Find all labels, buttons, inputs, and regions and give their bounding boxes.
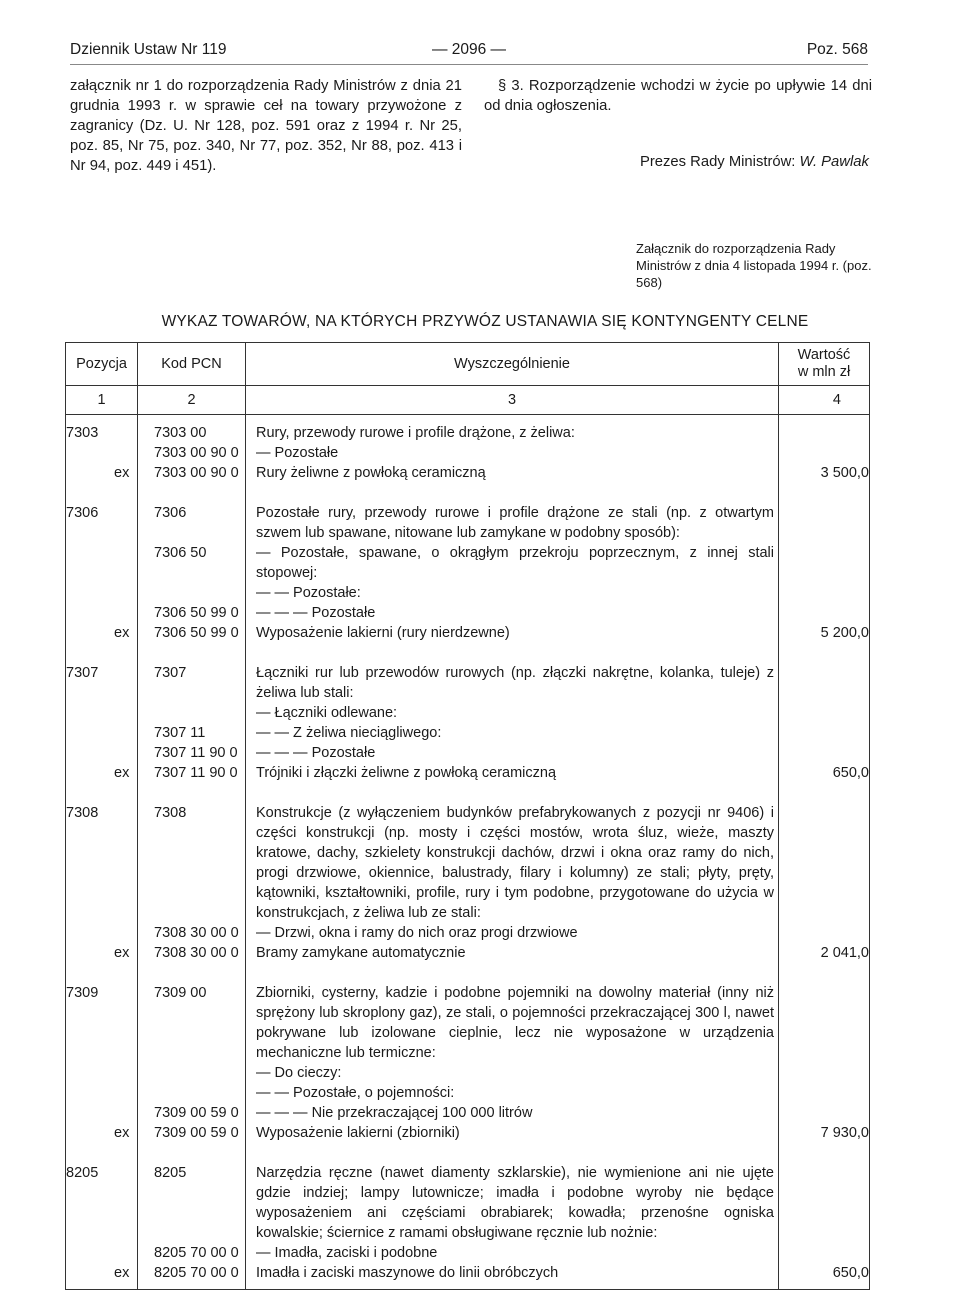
pcn-code-text: 7303 00 90 0 xyxy=(154,445,239,461)
description-text: — — Pozostałe, o pojemności: xyxy=(256,1085,455,1101)
pcn-code xyxy=(138,1243,245,1263)
document-title: WYKAZ TOWARÓW, NA KTÓRYCH PRZYWÓZ USTANAWIA SIĘ KONTYNGENTY CELNE xyxy=(161,313,809,330)
table-row xyxy=(66,795,870,975)
pcn-code xyxy=(138,723,245,743)
code-cell xyxy=(114,795,246,975)
position-cell: 7308 xyxy=(66,795,138,975)
pcn-code xyxy=(138,803,245,923)
description-text: — Pozostałe xyxy=(256,445,339,461)
column-number-row xyxy=(66,386,870,415)
description-cell xyxy=(246,795,779,975)
quota-value: 650,0 xyxy=(832,765,869,781)
description-cell xyxy=(246,1155,779,1290)
intro-paragraph-right xyxy=(484,76,872,116)
description-text: — Pozostałe, spawane, o okrągłym przekroju poprzecznym, z innej stali stopowej: xyxy=(256,545,774,581)
value-cell xyxy=(779,1155,870,1290)
journal-title: Dziennik Ustaw Nr 119 xyxy=(70,41,227,58)
pcn-code: ex 7306 50 99 0 xyxy=(114,625,239,641)
quota-value xyxy=(779,923,869,943)
description-text: Rury, przewody rurowe i profile drążone, z żeliwa: xyxy=(256,425,575,441)
pcn-code-text: 7308 xyxy=(154,805,187,821)
pcn-code xyxy=(138,703,245,723)
description-text: Trójniki i złączki żeliwne z powłoką ceramiczną xyxy=(256,765,557,781)
page-header xyxy=(70,40,868,64)
signature-label: Prezes Rady Ministrów: xyxy=(640,154,796,170)
quota-value: 2 041,0 xyxy=(820,945,869,961)
quota-value xyxy=(779,543,869,583)
description-text: Pozostałe rury, przewody rurowe i profile drążone ze stali (np. z otwartym szwem lub spawane, nitowane lub zamykane w podobny sposób): xyxy=(256,505,774,541)
description-text: Łączniki rur lub przewodów rurowych (np. złączki nakrętne, kolanka, tuleje) z żeliwa lub stali: xyxy=(256,665,774,701)
quota-value xyxy=(779,1083,869,1103)
header-divider xyxy=(70,64,868,65)
quota-value: 5 200,0 xyxy=(820,625,869,641)
quota-value xyxy=(779,1243,869,1263)
quota-value xyxy=(779,703,869,723)
value-cell xyxy=(779,975,870,1155)
pcn-code xyxy=(138,423,245,443)
header-wyszczegolnienie: Wyszczególnienie xyxy=(246,343,779,386)
pcn-code-text: 7309 00 59 0 xyxy=(154,1125,239,1141)
position-cell: 8205 xyxy=(66,1155,138,1290)
value-cell xyxy=(779,415,870,496)
pcn-code-text: 7306 xyxy=(154,505,187,521)
pcn-code xyxy=(138,1083,245,1103)
code-cell xyxy=(114,975,246,1155)
pcn-code-text: 7309 00 xyxy=(154,985,207,1001)
description-text: Rury żeliwne z powłoką ceramiczną xyxy=(256,465,486,481)
pcn-code: ex 7309 00 59 0 xyxy=(114,1125,239,1141)
description-text: Imadła i zaciski maszynowe do linii obróbczych xyxy=(256,1265,559,1281)
description-text: Wyposażenie lakierni (rury nierdzewne) xyxy=(256,625,510,641)
col-number: 2 xyxy=(138,386,246,415)
pcn-code: ex 7308 30 00 0 xyxy=(114,945,239,961)
quota-value: 3 500,0 xyxy=(820,465,869,481)
description-text: — Drzwi, okna i ramy do nich oraz progi drzwiowe xyxy=(256,925,578,941)
pcn-code-text: 7308 30 00 0 xyxy=(154,945,239,961)
signature-name: W. Pawlak xyxy=(799,154,869,170)
description-text: — — Pozostałe: xyxy=(256,585,361,601)
pcn-code xyxy=(138,543,245,583)
pcn-code-text: 7307 xyxy=(154,665,187,681)
position-cell: 7306 xyxy=(66,495,138,655)
description-text: — — — Pozostałe xyxy=(256,745,376,761)
pcn-code-text: 8205 70 00 0 xyxy=(154,1245,239,1261)
quota-value xyxy=(779,503,869,543)
header-wartosc xyxy=(779,343,870,386)
pcn-code-text: 8205 xyxy=(154,1165,187,1181)
description-text: — — — Pozostałe xyxy=(256,605,376,621)
position-number: Poz. 568 xyxy=(806,41,868,58)
page-number: — 2096 — xyxy=(431,41,507,58)
description-text: Wyposażenie lakierni (zbiorniki) xyxy=(256,1125,460,1141)
pcn-code: ex 7307 11 90 0 xyxy=(114,765,238,781)
pcn-code-text: 7306 50 xyxy=(154,545,207,561)
description-cell xyxy=(246,495,779,655)
quota-value xyxy=(779,803,869,923)
description-cell xyxy=(246,975,779,1155)
description-text: — — — Nie przekraczającej 100 000 litrów xyxy=(256,1105,533,1121)
pcn-code-text: 7308 30 00 0 xyxy=(154,925,239,941)
quota-value xyxy=(779,663,869,703)
pcn-code xyxy=(138,443,245,463)
header-wartosc-line1: Wartość xyxy=(797,347,851,363)
pcn-code-text: 7306 50 99 0 xyxy=(154,605,239,621)
pcn-code: ex 7303 00 90 0 xyxy=(114,465,239,481)
pcn-code-text: 7303 00 90 0 xyxy=(154,465,239,481)
description-text: Narzędzia ręczne (nawet diamenty szklarskie), nie wymienione ani nie ujęte gdzie indziej; lampy lutownicze; imadła i podobne wyroby nie będące wyposażeniem ani częściami obrabiarek; kowadła; przenośne ogniska kowalskie; ściernice z ramami obsługiwane ręcznie lub nożnie: xyxy=(256,1165,774,1241)
quota-value xyxy=(779,743,869,763)
description-cell xyxy=(246,655,779,795)
col-number: 3 xyxy=(246,386,779,415)
pcn-code-text: 7307 11 90 0 xyxy=(154,745,238,761)
value-cell xyxy=(779,495,870,655)
pcn-code-text: 7303 00 xyxy=(154,425,207,441)
pcn-code xyxy=(138,583,245,603)
quota-value xyxy=(779,1063,869,1083)
table-row xyxy=(66,495,870,655)
pcn-code xyxy=(138,743,245,763)
pcn-code xyxy=(138,603,245,623)
description-text: Zbiorniki, cysterny, kadzie i podobne pojemniki na dowolny materiał (inny niż sprężony lub skroplony gaz), ze stali, o pojemności przekraczającej 300 l, nawet pokrywane lub izolowane cieplnie, lecz nie wyposażone w urządzenia mechaniczne lub termiczne: xyxy=(256,985,774,1061)
code-cell xyxy=(114,1155,246,1290)
position-cell: 7309 xyxy=(66,975,138,1155)
header-kod: Kod PCN xyxy=(138,343,246,386)
col-number: 4 xyxy=(779,386,870,415)
description-text: — Do cieczy: xyxy=(256,1065,342,1081)
value-cell xyxy=(779,795,870,975)
description-text: — Łączniki odlewane: xyxy=(256,705,398,721)
annex-note: Załącznik do rozporządzenia Rady Ministrów z dnia 4 listopada 1994 r. (poz. 568) xyxy=(636,241,872,290)
pcn-code xyxy=(138,1063,245,1083)
quota-value xyxy=(779,603,869,623)
quota-value: 650,0 xyxy=(832,1265,869,1281)
quota-value xyxy=(779,423,869,443)
table-row xyxy=(66,415,870,496)
signature xyxy=(640,152,869,172)
col-number: 1 xyxy=(66,386,138,415)
table-header-row xyxy=(66,343,870,386)
code-cell xyxy=(114,495,246,655)
code-cell xyxy=(114,415,246,496)
pcn-code-text: 8205 70 00 0 xyxy=(154,1265,239,1281)
pcn-code-text: 7307 11 xyxy=(154,725,206,741)
description-text: Konstrukcje (z wyłączeniem budynków prefabrykowanych z pozycji nr 9406) i części konstrukcji (np. mosty i części mostów, wrota śluz, wieże, maszty kratowe, dachy, szkielety konstrukcji dachów, drzwi i okna oraz ramy do nich, progi drzwiowe, okiennice, balustrady, filary i kolumny) ze stali; płyty, pręty, kątowniki, kształtowniki, profile, rury i tym podobne, przygotowane do użycia w konstrukcjach, z żeliwa lub ze stali: xyxy=(256,805,774,921)
pcn-code xyxy=(138,983,245,1063)
position-cell: 7307 xyxy=(66,655,138,795)
pcn-code-text: 7306 50 99 0 xyxy=(154,625,239,641)
section-3-text: § 3. Rozporządzenie wchodzi w życie po upływie 14 dni od dnia ogłoszenia. xyxy=(484,78,872,114)
table-row xyxy=(66,1155,870,1290)
intro-paragraph-left: załącznik nr 1 do rozporządzenia Rady Ministrów z dnia 21 grudnia 1993 r. w sprawie ceł na towary przywożone z zagranicy (Dz. U. Nr 128, poz. 591 oraz z 1994 r. Nr 25, poz. 85, Nr 75, poz. 340, Nr 77, poz. 352, Nr 88, poz. 413 i Nr 94, poz. 449 i 451). xyxy=(70,78,462,174)
code-cell xyxy=(114,655,246,795)
pcn-code xyxy=(138,503,245,543)
header-wartosc-line2: w mln zł xyxy=(797,364,851,380)
pcn-code xyxy=(138,663,245,703)
description-cell xyxy=(246,415,779,496)
pcn-code xyxy=(138,923,245,943)
description-text: — Imadła, zaciski i podobne xyxy=(256,1245,438,1261)
header-pozycja: Pozycja xyxy=(66,343,138,386)
quota-value xyxy=(779,583,869,603)
quota-value xyxy=(779,1103,869,1123)
quota-value: 7 930,0 xyxy=(820,1125,869,1141)
pcn-code xyxy=(138,1163,245,1243)
pcn-code-text: 7309 00 59 0 xyxy=(154,1105,239,1121)
table-row xyxy=(66,975,870,1155)
quota-value xyxy=(779,1163,869,1243)
description-text: — — Z żeliwa nieciągliwego: xyxy=(256,725,442,741)
value-cell xyxy=(779,655,870,795)
table-row xyxy=(66,655,870,795)
description-text: Bramy zamykane automatycznie xyxy=(256,945,466,961)
pcn-code: ex 8205 70 00 0 xyxy=(114,1265,239,1281)
quota-value xyxy=(779,443,869,463)
quota-value xyxy=(779,983,869,1063)
pcn-code xyxy=(138,1103,245,1123)
quota-value xyxy=(779,723,869,743)
position-cell: 7303 xyxy=(66,415,138,496)
pcn-code-text: 7307 11 90 0 xyxy=(154,765,238,781)
quota-table xyxy=(65,342,870,1290)
